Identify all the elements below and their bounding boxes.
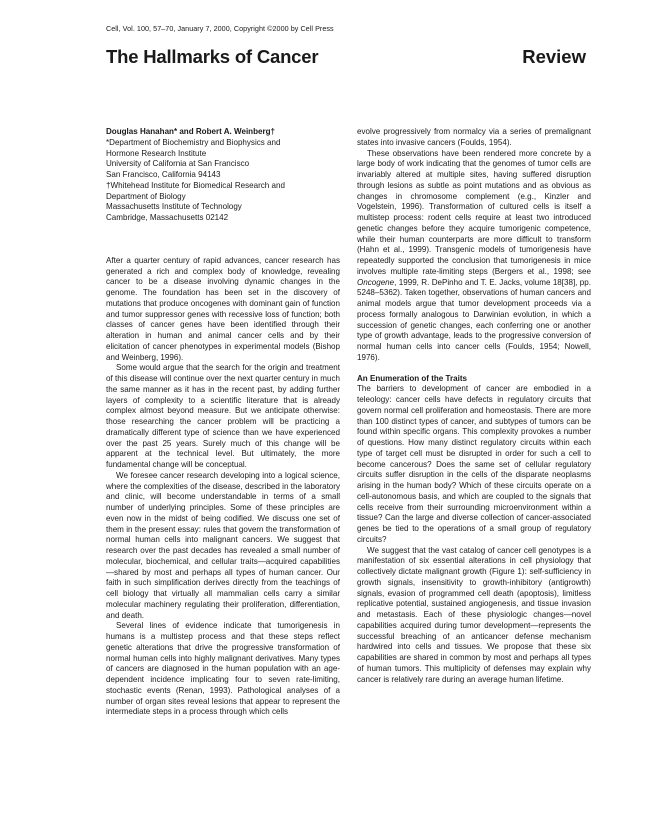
body-paragraph: evolve progressively from normalcy via a series of premalignant states into invasive cancers (Foulds, 1954). [357, 127, 591, 147]
article-title: The Hallmarks of Cancer [106, 46, 319, 67]
journal-citation: Cell, Vol. 100, 57–70, January 7, 2000, Copyright ©2000 by Cell Press [106, 24, 334, 33]
affiliation-line: University of California at San Francisco [106, 159, 250, 169]
journal-name: Oncogene [357, 277, 395, 287]
body-paragraph [357, 149, 591, 364]
affiliation-line: *Department of Biochemistry and Biophysics and [106, 137, 281, 147]
body-paragraph: After a quarter century of rapid advances, cancer research has generated a rich and complex body of knowledge, revealing cancer to be a disease involving dynamic changes in the genome. The foundation has been set in the discovery of mutations that produce oncogenes with dominant gain of function and tumor suppressor genes with recessive loss of function; both classes of cancer genes have been identified through their alteration in human and animal cancer cells and by their elicitation of cancer phenotypes in experimental models (Bishop and Weinberg, 1996). [106, 255, 340, 362]
affiliations [106, 138, 340, 224]
right-column [357, 127, 591, 685]
affiliation-line: Department of Biology [106, 191, 186, 201]
section-heading: An Enumeration of the Traits [357, 373, 467, 383]
body-paragraph: We suggest that the vast catalog of cancer cell genotypes is a manifestation of six essential alterations in cell physiology that collectively dictate malignant growth (Figure 1): self-sufficiency in growth signals, insensitivity to growth-inhibitory (antigrowth) signals, evasion of programmed cell death (apoptosis), limitless replicative potential, sustained angiogenesis, and tissue invasion and metastasis. Each of these physiologic changes—novel capabilities acquired during tumor development—represents the successful breaching of an anticancer defense mechanism hardwired into cells and tissues. We propose that these six capabilities are shared in common by most and perhaps all types of human tumors. This multiplicity of defenses may explain why cancer is relatively rare during an average human lifetime. [357, 545, 591, 684]
body-paragraph: Several lines of evidence indicate that tumorigenesis in humans is a multistep process and that these steps reflect genetic alterations that drive the progressive transformation of normal human cells into highly malignant derivatives. Many types of cancers are diagnosed in the human population with an age-dependent incidence implicating four to seven rate-limiting, stochastic events (Renan, 1993). Pathological analyses of a number of organ sites reveal lesions that appear to represent the intermediate steps in a process through which cells [106, 621, 340, 717]
body-paragraph: Some would argue that the search for the origin and treatment of this disease will continue over the next quarter century in much the same manner as it has in the recent past, by adding further layers of complexity to a scientific literature that is already complex almost beyond measure. But we anticipate otherwise: those researching the cancer problem will be practicing a dramatically different type of science than we have experienced over the past 25 years. Surely much of this change will be apparent at the technical level. But ultimately, the more fundamental change will be conceptual. [106, 363, 340, 469]
author-names: Douglas Hanahan* and Robert A. Weinberg† [106, 127, 276, 136]
section-label: Review [522, 46, 586, 67]
affiliation-line: San Francisco, California 94143 [106, 170, 221, 179]
affiliation-line: Hormone Research Institute [106, 148, 207, 158]
paragraph-text: These observations have been rendered more concrete by a large body of work indicating that the genomes of tumor cells are invariably altered at multiple sites, having suffered disruption through lesions as subtle as point mutations and as obvious as changes in chromosome complement (e.g., Kinzler and Vogelstein, 1996). Transformation of cultured cells is itself a multistep process: rodent cells require at least two introduced genetic changes before they acquire tumorigenic competence, while their human counterparts are more difficult to transform (Hahn et al., 1999). Transgenic models of tumorigenesis have repeatedly supported the conclusion that tumorigenesis in mice involves multiple rate-limiting steps (Bergers et al., 1998; see [357, 148, 591, 276]
body-paragraph: We foresee cancer research developing into a logical science, where the complexities of the disease, described in the laboratory and clinic, will become understandable in terms of a small number of underlying principles. Some of these principles are even now in the midst of being codified. We discuss one set of them in the present essay: rules that govern the transformation of normal human cells into malignant cancers. We suggest that research over the past decades has revealed a small number of molecular, biochemical, and cellular traits—acquired capabilities—shared by most and perhaps all types of human cancer. Our faith in such simplification derives directly from the teachings of cell biology that virtually all mammalian cells carry a similar molecular machinery regulating their proliferation, differentiation, and death. [106, 470, 340, 620]
affiliation-line: Cambridge, Massachusetts 02142 [106, 213, 229, 222]
body-paragraph: The barriers to development of cancer are embodied in a teleology: cancer cells have defects in regulatory circuits that govern normal cell proliferation and homeostasis. There are more than 100 distinct types of cancer, and subtypes of tumors can be found within specific organs. This complexity provokes a number of questions. How many distinct regulatory circuits within each type of target cell must be disrupted in order for such a cell to become cancerous? Does the same set of cellular regulatory circuits suffer disruption in the cells of the disparate neoplasms arising in the human body? Which of these circuits operate on a cell-autonomous basis, and which are coupled to the signals that cells receive from their surrounding microenvironment within a tissue? Can the large and diverse collection of cancer-associated genes be tied to the operations of a small group of regulatory circuits? [357, 384, 591, 544]
affiliation-line: †Whitehead Institute for Biomedical Research and [106, 180, 285, 190]
left-column [106, 127, 340, 718]
affiliation-line: Massachusetts Institute of Technology [106, 202, 242, 212]
paragraph-text: , 1999, R. DePinho and T. E. Jacks, volume 18[38], pp. 5248–5362). Taken together, observations of human cancers and animal models argue that tumor development proceeds via a process formally analogous to Darwinian evolution, in which a succession of genetic changes, each conferring one or another type of growth advantage, leads to the progressive conversion of normal human cells into cancer cells (Foulds, 1954; Nowell, 1976). [357, 277, 591, 362]
